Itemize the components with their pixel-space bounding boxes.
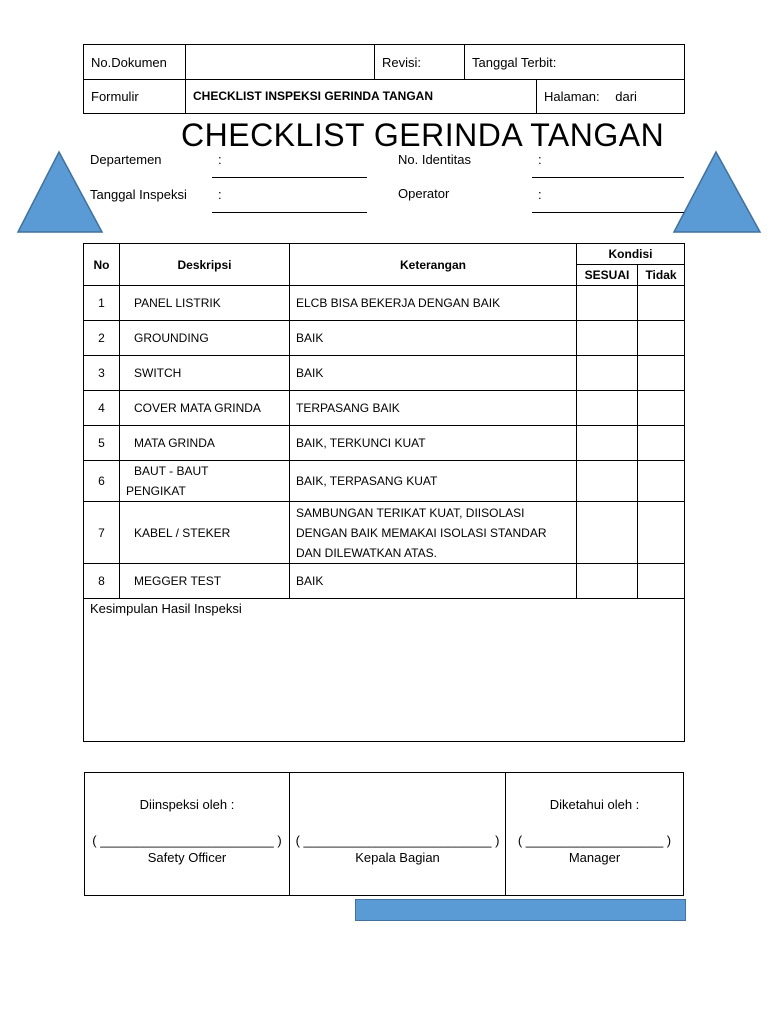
row-no: 3 <box>84 356 120 391</box>
departemen-label: Departemen <box>90 152 162 167</box>
row-deskripsi: MEGGER TEST <box>120 564 290 599</box>
document-header-row2 <box>83 79 685 114</box>
table-row <box>84 564 685 599</box>
blue-bar-shape <box>355 899 686 921</box>
row-keterangan: BAIK <box>290 356 577 391</box>
document-header-table <box>83 44 685 80</box>
operator-label: Operator <box>398 186 450 201</box>
halaman-cell <box>537 79 685 114</box>
signature-manager[interactable] <box>506 773 684 896</box>
safety-officer-label: Safety Officer <box>147 850 227 865</box>
row-deskripsi-line2: PENGIKAT <box>126 484 186 498</box>
kesimpulan-label: Kesimpulan Hasil Inspeksi <box>90 601 242 616</box>
row-tidak-cell[interactable] <box>638 321 685 356</box>
row-keterangan-line2: DENGAN BAIK MEMAKAI ISOLASI STANDAR <box>296 525 547 540</box>
header-sesuai: SESUAI <box>577 265 638 286</box>
signature-table <box>84 772 684 896</box>
operator-colon: : <box>538 187 542 202</box>
row-tidak-cell[interactable] <box>638 564 685 599</box>
formulir-value: CHECKLIST INSPEKSI GERINDA TANGAN <box>186 79 537 114</box>
row-deskripsi: PANEL LISTRIK <box>120 286 290 321</box>
row-keterangan <box>290 502 577 564</box>
operator-field[interactable] <box>532 212 684 213</box>
departemen-field[interactable] <box>212 177 367 178</box>
row-sesuai-cell[interactable] <box>577 321 638 356</box>
manager-label: Manager <box>568 850 621 865</box>
formulir-label: Formulir <box>84 79 186 114</box>
row-deskripsi: KABEL / STEKER <box>120 502 290 564</box>
no-dokumen-value[interactable] <box>186 45 375 80</box>
row-deskripsi: GROUNDING <box>120 321 290 356</box>
row-no: 6 <box>84 461 120 502</box>
table-row <box>84 321 685 356</box>
empty-head <box>290 797 505 813</box>
diketahui-label: Diketahui oleh : <box>549 797 640 812</box>
row-tidak-cell[interactable] <box>638 426 685 461</box>
row-keterangan: ELCB BISA BEKERJA DENGAN BAIK <box>290 286 577 321</box>
revisi-label: Revisi: <box>375 45 465 80</box>
diinspeksi-label: Diinspeksi oleh : <box>139 797 235 812</box>
signature-line: ( __________________________ ) <box>295 833 500 848</box>
row-no: 2 <box>84 321 120 356</box>
row-no: 4 <box>84 391 120 426</box>
kepala-bagian-label: Kepala Bagian <box>355 850 440 865</box>
header-keterangan: Keterangan <box>290 244 577 286</box>
row-sesuai-cell[interactable] <box>577 356 638 391</box>
row-keterangan: BAIK <box>290 321 577 356</box>
table-row <box>84 502 685 564</box>
row-sesuai-cell[interactable] <box>577 426 638 461</box>
row-keterangan: TERPASANG BAIK <box>290 391 577 426</box>
signature-line: ( ________________________ ) <box>92 833 282 848</box>
row-tidak-cell[interactable] <box>638 391 685 426</box>
row-sesuai-cell[interactable] <box>577 391 638 426</box>
signature-kepala[interactable] <box>290 773 506 896</box>
page-title: CHECKLIST GERINDA TANGAN <box>181 117 665 153</box>
row-no: 7 <box>84 502 120 564</box>
row-deskripsi-line1: BAUT - BAUT <box>134 464 209 478</box>
row-no: 5 <box>84 426 120 461</box>
dari-label: dari <box>615 88 637 104</box>
row-tidak-cell[interactable] <box>638 461 685 502</box>
header-no: No <box>84 244 120 286</box>
header-kondisi: Kondisi <box>577 244 685 265</box>
checklist-table <box>83 243 685 742</box>
row-deskripsi: MATA GRINDA <box>120 426 290 461</box>
no-dokumen-label: No.Dokumen <box>84 45 186 80</box>
signature-inspector[interactable] <box>85 773 290 896</box>
row-deskripsi <box>120 461 290 502</box>
table-row <box>84 286 685 321</box>
row-keterangan: BAIK, TERKUNCI KUAT <box>290 426 577 461</box>
table-row <box>84 461 685 502</box>
tanggal-inspeksi-label: Tanggal Inspeksi <box>90 187 187 202</box>
no-identitas-colon: : <box>538 152 542 167</box>
row-no: 8 <box>84 564 120 599</box>
table-row <box>84 426 685 461</box>
no-identitas-label: No. Identitas <box>398 152 471 167</box>
row-sesuai-cell[interactable] <box>577 564 638 599</box>
tanggal-terbit-label: Tanggal Terbit: <box>465 45 685 80</box>
signature-line: ( ___________________ ) <box>517 833 672 848</box>
kesimpulan-box[interactable] <box>84 599 685 742</box>
halaman-label: Halaman: <box>544 88 600 104</box>
row-keterangan-line3: DAN DILEWATKAN ATAS. <box>296 545 437 560</box>
tanggal-inspeksi-field[interactable] <box>212 212 367 213</box>
right-triangle-shape <box>672 150 762 234</box>
row-no: 1 <box>84 286 120 321</box>
row-keterangan-line1: SAMBUNGAN TERIKAT KUAT, DIISOLASI <box>296 505 525 520</box>
row-sesuai-cell[interactable] <box>577 286 638 321</box>
row-deskripsi: COVER MATA GRINDA <box>120 391 290 426</box>
row-keterangan: BAIK, TERPASANG KUAT <box>290 461 577 502</box>
header-deskripsi: Deskripsi <box>120 244 290 286</box>
row-sesuai-cell[interactable] <box>577 461 638 502</box>
row-keterangan: BAIK <box>290 564 577 599</box>
row-tidak-cell[interactable] <box>638 502 685 564</box>
table-row <box>84 356 685 391</box>
header-tidak: Tidak <box>638 265 685 286</box>
tanggal-inspeksi-colon: : <box>218 187 222 202</box>
no-identitas-field[interactable] <box>532 177 684 178</box>
row-sesuai-cell[interactable] <box>577 502 638 564</box>
departemen-colon: : <box>218 152 222 167</box>
row-tidak-cell[interactable] <box>638 286 685 321</box>
row-deskripsi: SWITCH <box>120 356 290 391</box>
table-row <box>84 391 685 426</box>
row-tidak-cell[interactable] <box>638 356 685 391</box>
